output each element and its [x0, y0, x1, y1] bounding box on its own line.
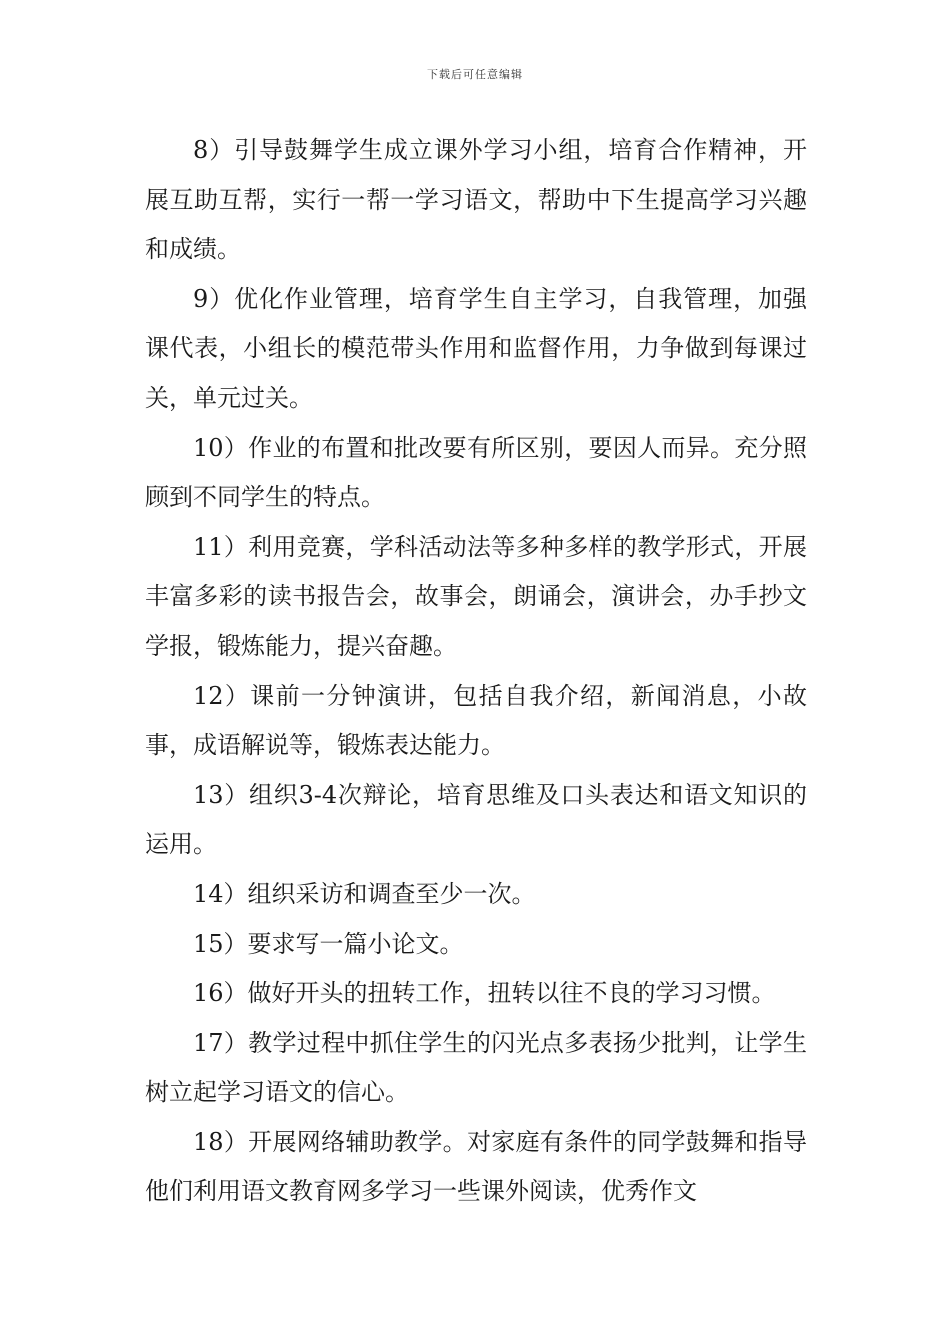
paragraph-item-14: 14）组织采访和调查至少一次。: [193, 879, 536, 908]
paragraph-item-17: 17）教学过程中抓住学生的闪光点多表扬少批判，让学生树立起学习语文的信心。: [145, 1028, 807, 1107]
paragraph-item-10: 10）作业的布置和批改要有所区别，要因人而异。充分照顾到不同学生的特点。: [145, 433, 807, 512]
paragraph-item-9: 9）优化作业管理，培育学生自主学习，自我管理，加强课代表，小组长的模范带头作用和监督作用，力争做到每课过关，单元过关。: [145, 284, 807, 412]
paragraph-item-15: 15）要求写一篇小论文。: [193, 929, 464, 958]
paragraph-item-13: 13）组织3-4次辩论，培育思维及口头表达和语文知识的运用。: [145, 780, 807, 859]
paragraph-item-18: 18）开展网络辅助教学。对家庭有条件的同学鼓舞和指导他们利用语文教育网多学习一些课外阅读，优秀作文: [145, 1127, 807, 1206]
page-header: 下载后可任意编辑: [427, 68, 523, 81]
paragraph-item-8: 8）引导鼓舞学生成立课外学习小组，培育合作精神，开展互助互帮，实行一帮一学习语文，帮助中下生提高学习兴趣和成绩。: [145, 136, 807, 264]
paragraph-item-16: 16）做好开头的扭转工作，扭转以往不良的学习习惯。: [193, 979, 776, 1008]
paragraph-item-12: 12）课前一分钟演讲，包括自我介绍，新闻消息，小故事，成语解说等，锻炼表达能力。: [145, 681, 807, 760]
document-body: [145, 126, 807, 1217]
paragraph-item-11: 11）利用竞赛，学科活动法等多种多样的教学形式，开展丰富多彩的读书报告会，故事会，朗诵会，演讲会，办手抄文学报，锻炼能力，提兴奋趣。: [145, 532, 807, 660]
